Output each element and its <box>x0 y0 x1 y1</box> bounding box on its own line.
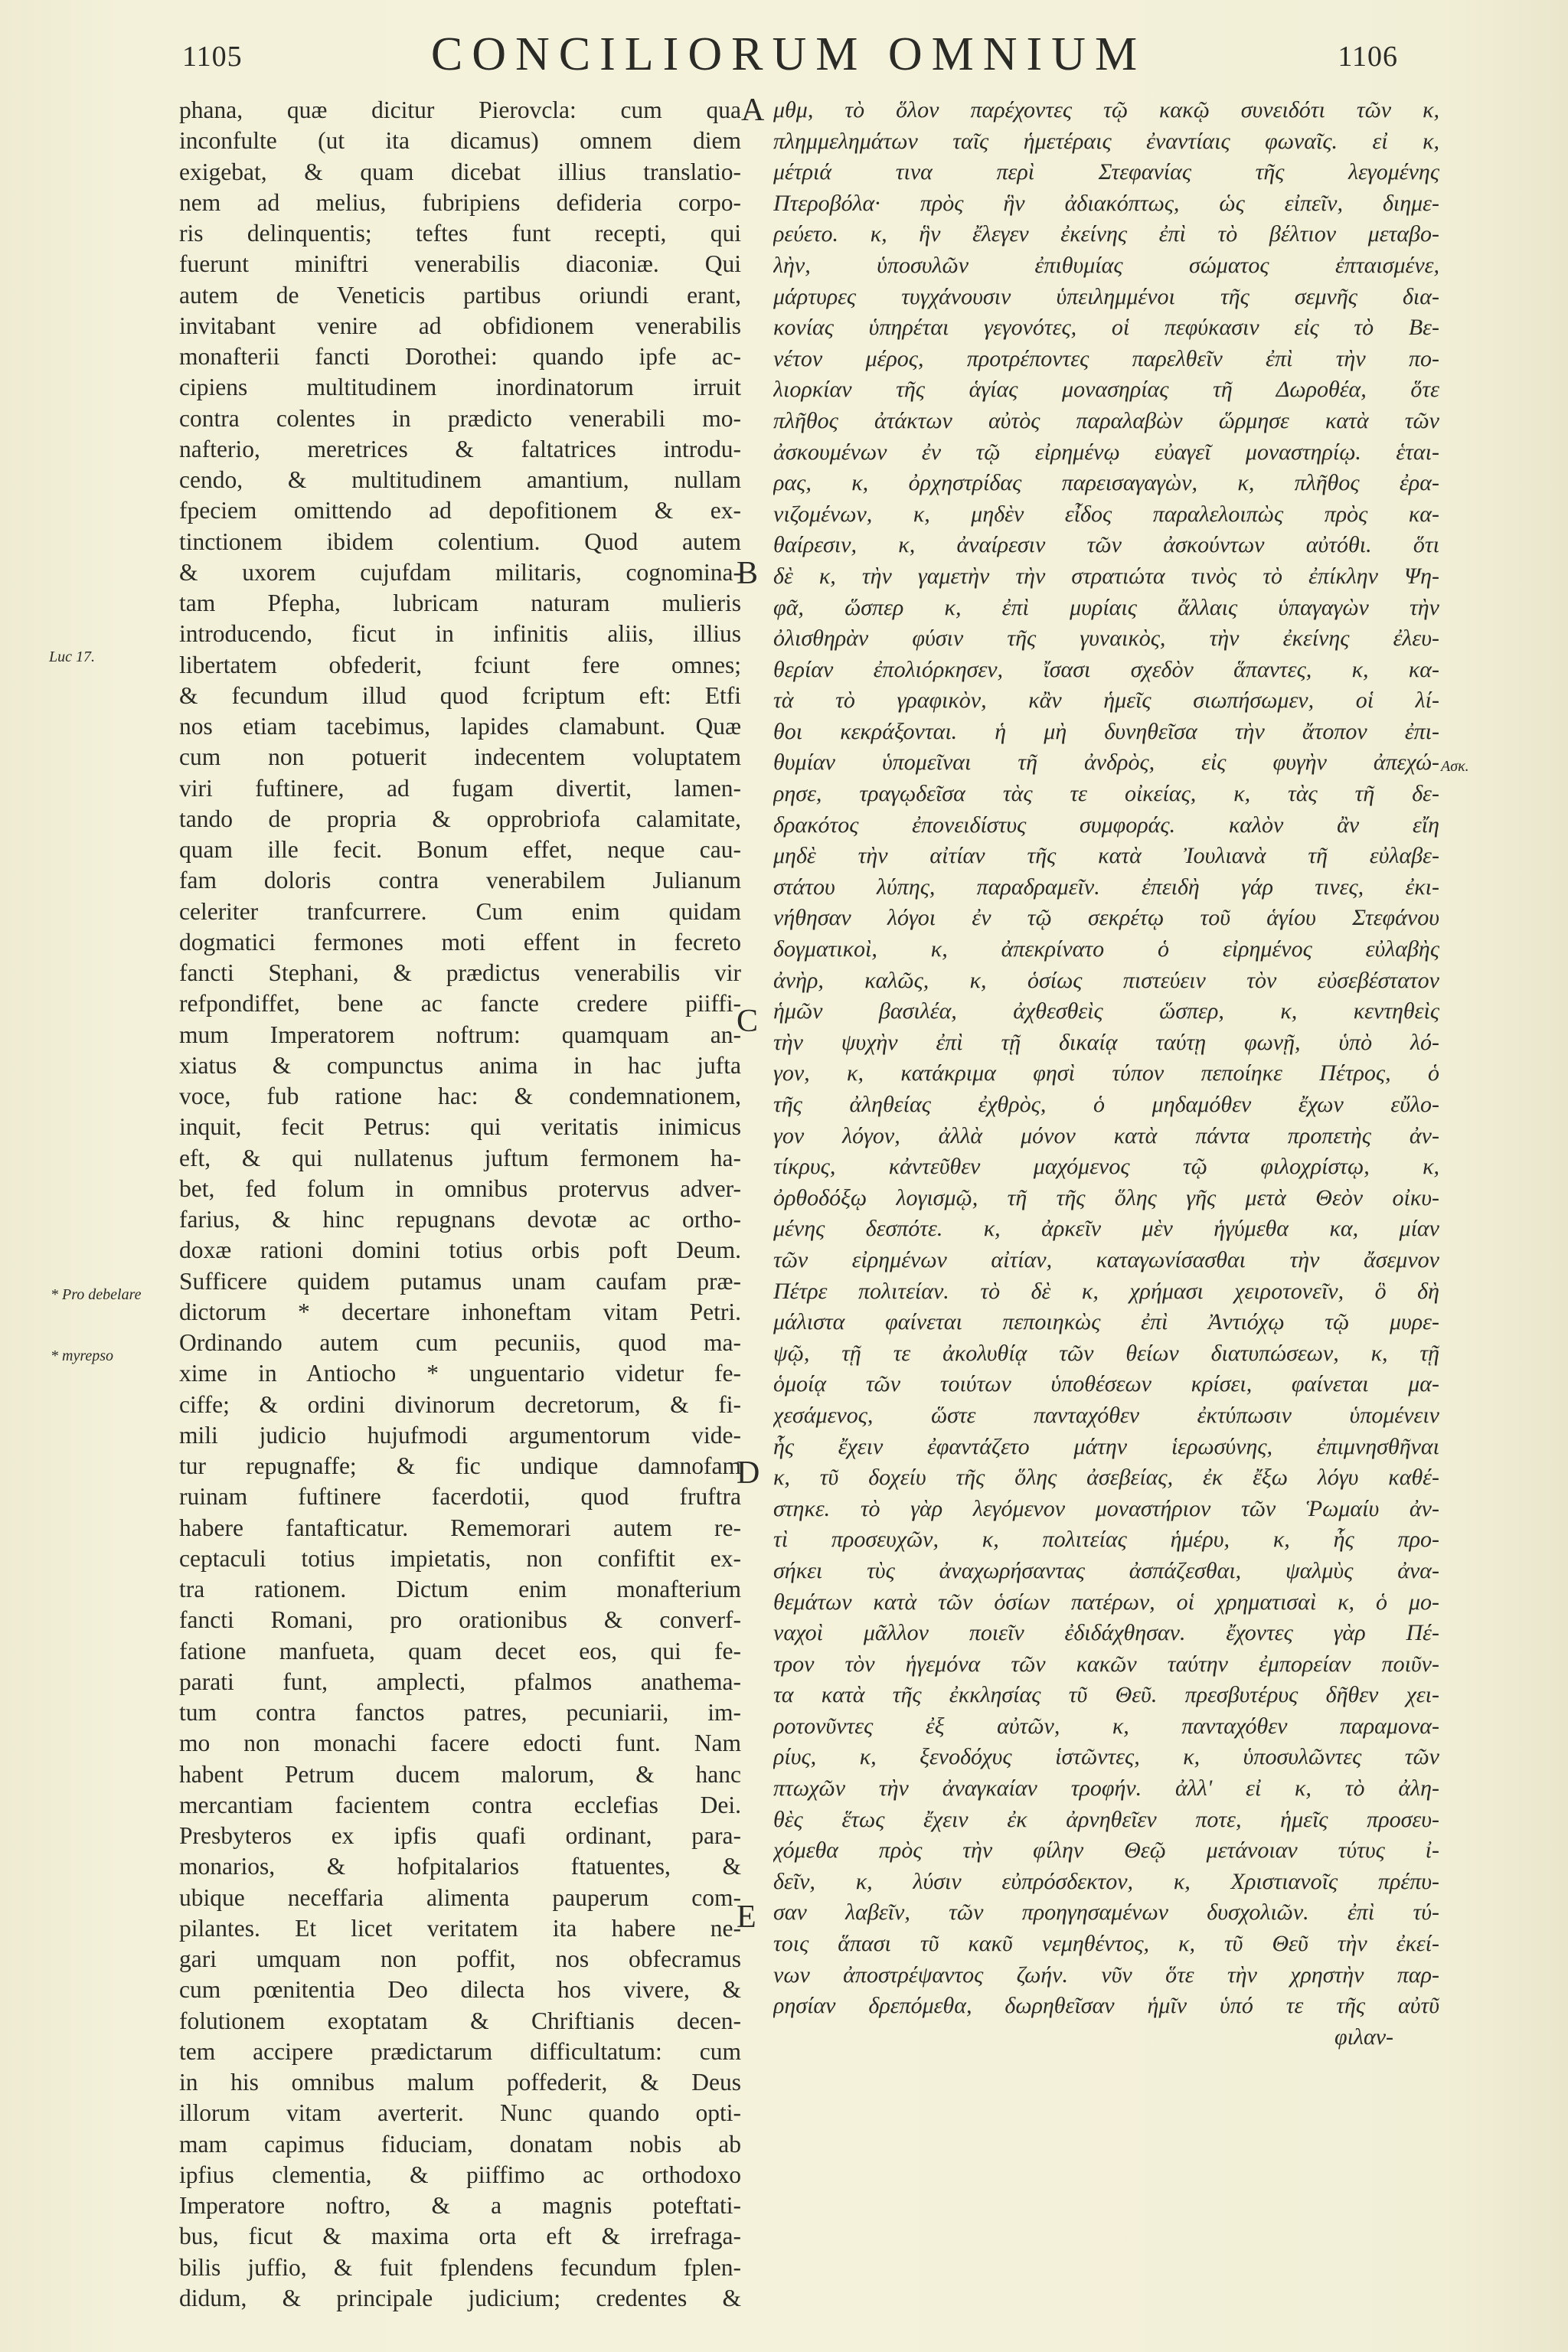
greek-text-line: ἧς ἔχειν ἐφαντάζετο μάτην ἱερωσύνης, ἐπιμνησθῆναι <box>773 1433 1439 1459</box>
latin-text-line: bus, ficut & maxima orta eft & irrefraga- <box>179 2223 741 2250</box>
greek-text-line: λιορκίαν τῆς ἁγίας μονασηρίας τῆ Δωροθέα, ὅτε <box>773 377 1439 403</box>
latin-text-line: farius, & hinc repugnans devotæ ac ortho- <box>179 1206 741 1233</box>
latin-text-line: inquit, fecit Petrus: qui veritatis inimicus <box>179 1113 741 1141</box>
latin-text-line: cum pœnitentia Deo dilecta hos vivere, & <box>179 1976 741 2004</box>
latin-text-line: pilantes. Et licet veritatem ita habere ne- <box>179 1914 741 1942</box>
section-letter-d: D <box>737 1455 760 1491</box>
latin-text-line: Ordinando autem cum pecuniis, quod ma- <box>179 1329 741 1356</box>
greek-text-line: χεσάμενος, ὥστε πανταχόθεν ἐκτύπωσιν ὑπομένειν <box>773 1402 1439 1428</box>
greek-text-line: δὲ κ, τὴν γαμετὴν τὴν στρατιώτα τινὸς τὸ ἐπίκλην Ψη- <box>773 563 1439 589</box>
latin-text-line: cipiens multitudinem inordinatorum irruit <box>179 374 741 401</box>
greek-text-line: ρησίαν δρεπόμεθα, δωρηθεῖσαν ἡμῖν ὑπό τε τῆς αὐτῦ <box>773 1993 1439 2019</box>
latin-text-line: mo non monachi facere edocti funt. Nam <box>179 1730 741 1757</box>
margin-note-prodebelare: * Pro debelare <box>51 1286 142 1303</box>
greek-text-line: φᾶ, ὥσπερ κ, ἐπὶ μυρίαις ἄλλαις ὑπαγαγὼν τὴν <box>773 594 1439 620</box>
greek-text-line: ἀνὴρ, καλῶς, κ, ὁσίως πιστεύειν τὸν εὐσεβέστατον <box>773 967 1439 993</box>
greek-text-line: γον λόγον, ἀλλὰ μόνον κατὰ πάντα προπετὴς ἀν- <box>773 1122 1439 1148</box>
greek-text-line: Πέτρε πολιτείαν. τὸ δὲ κ, χρήμασι χειροτονεῖν, ὃ δὴ <box>773 1278 1439 1304</box>
greek-text-line: τὶ προσευχῶν, κ, πολιτείας ἡμέρυ, κ, ἧς προ- <box>773 1527 1439 1553</box>
greek-text-line: κονίας ὑπηρέται γεγονότες, οἱ πεφύκασιν εἰς τὸ Βε- <box>773 315 1439 341</box>
latin-text-line: ubique neceffaria alimenta pauperum com- <box>179 1883 741 1911</box>
section-letter-e: E <box>737 1900 756 1935</box>
greek-text-line: πλῆθος ἀτάκτων αὐτὸς παραλαβὼν ὥρμησε κατὰ τῶν <box>773 407 1439 433</box>
greek-text-line: ὀρθοδόξῳ λογισμῷ, τῆ τῆς ὅλης γῆς μετὰ Θεὸν οἰκυ- <box>773 1184 1439 1210</box>
latin-text-line: mam capimus fiduciam, donatam nobis ab <box>179 2130 741 2158</box>
latin-text-line: nem ad melius, fubripiens defideria corpo- <box>179 188 741 216</box>
latin-text-line: & uxorem cujufdam militaris, cognomina- <box>179 558 741 586</box>
latin-text-line: ruinam fuftinere facerdotii, quod fruftra <box>179 1483 741 1511</box>
latin-text-line: bilis juffio, & fuit fplendens fecundum fplen- <box>179 2253 741 2281</box>
page-number-right: 1106 <box>1338 41 1398 73</box>
latin-text-line: fpeciem omittendo ad depofitionem & ex- <box>179 497 741 524</box>
latin-text-line: autem de Veneticis partibus oriundi erant, <box>179 281 741 309</box>
greek-text-line: τα κατὰ τῆς ἐκκλησίας τῦ Θεῦ. πρεσβυτέρυς δῆθεν χει- <box>773 1682 1439 1708</box>
greek-text-line: λὴν, ὑποσυλῶν ἐπιθυμίας σώματος ἐπταισμένε, <box>773 252 1439 278</box>
latin-text-line: cendo, & multitudinem amantium, nullam <box>179 466 741 493</box>
latin-text-line: fatione manfueta, quam decet eos, qui fe- <box>179 1637 741 1664</box>
greek-text-line: τοις ἅπασι τῦ κακῦ νεμηθέντος, κ, τῦ Θεῦ τὴν ἐκεί- <box>773 1931 1439 1957</box>
greek-text-line: ρίυς, κ, ξενοδόχυς ἱστῶντες, κ, ὑποσυλῶντες τῶν <box>773 1744 1439 1770</box>
latin-text-line: tra rationem. Dictum enim monafterium <box>179 1576 741 1602</box>
latin-text-line: tam Pfepha, lubricam naturam mulieris <box>179 590 741 616</box>
page-number-left: 1105 <box>182 41 243 73</box>
section-letter-a: A <box>741 93 765 128</box>
latin-text-line: exigebat, & quam dicebat illius translatio- <box>179 158 741 185</box>
greek-text-line: μθμ, τὸ ὅλον παρέχοντες τῷ κακῷ συνειδότι τῶν κ, <box>773 97 1439 122</box>
greek-text-line: θαίρεσιν, κ, ἀναίρεσιν τῶν ἀσκούντων αὐτόθι. ὅτι <box>773 532 1439 558</box>
latin-text-line: mili judicio hujufmodi argumentorum vide- <box>179 1421 741 1449</box>
latin-text-line: dictorum * decertare inhoneftam vitam Petri. <box>179 1298 741 1325</box>
latin-text-line: nos etiam tacebimus, lapides clamabunt. Quæ <box>179 713 741 740</box>
greek-text-line: μηδὲ τὴν αἰτίαν τῆς κατὰ Ἰουλιανὰ τῆ εὐλαβε- <box>773 843 1439 869</box>
latin-text-line: tum contra fanctos patres, pecuniarii, im- <box>179 1699 741 1726</box>
latin-text-line: cum non potuerit indecentem voluptatem <box>179 743 741 771</box>
latin-text-line: nafterio, meretrices & faltatrices introdu- <box>179 435 741 462</box>
greek-column <box>773 95 1439 2053</box>
latin-text-line: folutionem exoptatam & Chriftianis decen- <box>179 2007 741 2034</box>
greek-text-line: θερίαν ἐπολιόρκησεν, ἴσασι σχεδὸν ἅπαντες, κ, κα- <box>773 656 1439 682</box>
greek-text-line: σαν λαβεῖν, τῶν προηγησαμένων δυσχολιῶν. ἐπὶ τύ- <box>773 1900 1439 1926</box>
latin-text-line: viri fuftinere, ad fugam divertit, lamen- <box>179 774 741 802</box>
margin-note-luc: Luc 17. <box>49 648 95 665</box>
greek-text-line: νιζομένων, κ, μηδὲν εἶδος παραλελοιπὼς πρὸς κα- <box>773 501 1439 527</box>
running-title: CONCILIORUM OMNIUM <box>430 28 1147 80</box>
latin-text-line: Sufficere quidem putamus unam caufam præ- <box>179 1267 741 1295</box>
greek-text-line: πτωχῶν τὴν ἀναγκαίαν τροφήν. ἀλλ' εἰ κ, τὸ ἀλη- <box>773 1775 1439 1802</box>
greek-text-line: νων ἀποστρέψαντος ζωήν. νῦν ὅτε τὴν χρηστὴν παρ- <box>773 1962 1439 1988</box>
greek-text-line: σήκει τὺς ἀναχωρήσαντας ἀσπάζεσθαι, ψαλμὺς ἀνα- <box>773 1557 1439 1583</box>
latin-text-line: tinctionem ibidem colentium. Quod autem <box>179 528 741 555</box>
latin-text-line: ipfius clementia, & piiffimo ac orthodoxo <box>179 2161 741 2188</box>
greek-text-line: στηκε. τὸ γὰρ λεγόμενον μοναστήριον τῶν Ῥωμαίυ ἀν- <box>773 1495 1439 1521</box>
greek-text-line: ρεύετο. κ, ἣν ἔλεγεν ἐκείνης ἐπὶ τὸ βέλτιον μεταβο- <box>773 221 1439 247</box>
greek-text-line: ρησε, τραγῳδεῖσα τὰς τε οἰκείας, κ, τὰς τῆ δε- <box>773 781 1439 807</box>
greek-text-line: νέτον μέρος, προτρέποντες παρελθεῖν ἐπὶ τὴν πο- <box>773 345 1439 371</box>
latin-text-line: habent Petrum ducem malorum, & hanc <box>179 1760 741 1788</box>
greek-text-line: πλημμελημάτων ταῖς ἡμετέραις ἐναντίαις φωναῖς. εἰ κ, <box>773 128 1439 154</box>
latin-text-line: ceptaculi totius impietatis, non confiftit ex- <box>179 1544 741 1572</box>
greek-text-line: δρακότος ἐπονειδίστυς συμφοράς. καλὸν ἂν εἴη <box>773 812 1439 838</box>
greek-text-line: τῶν εἰρημένων αἰτίαν, καταγωνίσασθαι τὴν ἄσεμνον <box>773 1246 1439 1272</box>
latin-column <box>179 95 741 2314</box>
latin-text-line: monarios, & hofpitalarios ftatuentes, & <box>179 1853 741 1880</box>
margin-note-asn: Ασκ. <box>1441 758 1469 775</box>
latin-text-line: ciffe; & ordini divinorum decretorum, & fi- <box>179 1390 741 1418</box>
latin-text-line: Presbyteros ex ipfis quafi ordinant, para- <box>179 1822 741 1849</box>
greek-text-line: δογματικοὶ, κ, ἀπεκρίνατο ὁ εἰρημένος εὐλαβὴς <box>773 936 1439 962</box>
latin-text-line: doxæ rationi domini totius orbis poft Deum. <box>179 1236 741 1264</box>
greek-text-line: νήθησαν λόγοι ἐν τῷ σεκρέτῳ τοῦ ἁγίου Στεφάνου <box>773 905 1439 931</box>
greek-text-line: θοι κεκράξονται. ἡ μὴ δυνηθεῖσα τὴν ἄτοπον ἐπι- <box>773 718 1439 744</box>
greek-text-line: θυμίαν ὑπομεῖναι τῆ ἀνδρὸς, εἰς φυγὴν ἀπεχώ- <box>773 750 1439 776</box>
latin-text-line: monafterii fancti Dorothei: quando ipfe ac- <box>179 343 741 370</box>
latin-text-line: didum, & principale judicium; credentes & <box>179 2284 741 2311</box>
greek-text-line: ναχοὶ μᾶλλον ποιεῖν ἐδιδάχθησαν. ἔχοντες γὰρ Πέ- <box>773 1620 1439 1646</box>
latin-text-line: tur repugnaffe; & fic undique damnofam <box>179 1452 741 1479</box>
latin-text-line: dogmatici fermones moti effent in fecreto <box>179 928 741 956</box>
latin-text-line: parati funt, amplecti, pfalmos anathema- <box>179 1668 741 1695</box>
latin-text-line: eft, & qui nullatenus juftum fermonem ha- <box>179 1144 741 1171</box>
latin-text-line: habere fantafticatur. Rememorari autem re- <box>179 1514 741 1541</box>
catchword: φιλαν- <box>1334 2024 1393 2050</box>
greek-text-line: ροτονῦντες ἐξ αὐτῶν, κ, πανταχόθεν παραμονα- <box>773 1713 1439 1739</box>
latin-text-line: mum Imperatorem noftrum: quamquam an- <box>179 1021 741 1048</box>
greek-text-line: κ, τῦ δοχείυ τῆς ὅλης ἀσεβείας, ἐκ ἔξω λόγυ καθέ- <box>773 1465 1439 1491</box>
greek-text-line: μένης δεσπότε. κ, ἀρκεῖν μὲν ἡγύμεθα κα, μίαν <box>773 1216 1439 1242</box>
greek-text-line: στάτου λύπης, παραδραμεῖν. ἐπειδὴ γάρ τινες, ἐκι- <box>773 874 1439 900</box>
latin-text-line: quam ille fecit. Bonum effet, neque cau- <box>179 836 741 863</box>
greek-text-line: τὰ τὸ γραφικὸν, κἂν ἡμεῖς σιωπήσωμεν, οἱ λί- <box>773 688 1439 714</box>
section-letter-b: B <box>737 556 759 591</box>
latin-text-line: in his omnibus malum poffederit, & Deus <box>179 2069 741 2096</box>
latin-text-line: libertatem obfederit, fciunt fere omnes; <box>179 651 741 678</box>
margin-note-myrepso: * myrepso <box>51 1348 114 1364</box>
latin-text-line: inconfulte (ut ita dicamus) omnem diem <box>179 127 741 155</box>
greek-text-line: μάρτυρες τυγχάνουσιν ὑπειλημμένοι τῆς σεμνῆς δια- <box>773 283 1439 309</box>
greek-text-line: θὲς ἕτως ἔχειν ἐκ ἀρνηθεῖεν ποτε, ἡμεῖς προσευ- <box>773 1806 1439 1832</box>
latin-text-line: illorum vitam averterit. Nunc quando opti- <box>179 2099 741 2127</box>
latin-text-line: invitabant venire ad obfidionem venerabilis <box>179 312 741 339</box>
greek-text-line: τὴν ψυχὴν ἐπὶ τῇ δικαίᾳ ταύτῃ φωνῇ, ὑπὸ λό- <box>773 1029 1439 1055</box>
greek-text-line: ἡμῶν βασιλέα, ἀχθεσθεὶς ὥσπερ, κ, κεντηθεὶς <box>773 998 1439 1024</box>
greek-text-line: τίκρυς, κἀντεῦθεν μαχόμενος τῷ φιλοχρίστῳ, κ, <box>773 1154 1439 1180</box>
latin-text-line: Imperatore noftro, & a magnis poteftati- <box>179 2192 741 2219</box>
latin-text-line: contra colentes in prædicto venerabili mo- <box>179 404 741 432</box>
latin-text-line: introducendo, ficut in infinitis aliis, illius <box>179 620 741 648</box>
greek-text-line: ρας, κ, ὀρχηστρίδας παρεισαγαγὼν, κ, πλῆθος ἐρα- <box>773 470 1439 496</box>
greek-text-line: τῆς ἀληθείας ἐχθρὸς, ὁ μηδαμόθεν ἔχων εὔλο- <box>773 1092 1439 1117</box>
latin-text-line: phana, quæ dicitur Pierovcla: cum qua <box>179 96 741 123</box>
greek-text-line: μέτριά τινα περὶ Στεφανίας τῆς λεγομένης <box>773 159 1439 185</box>
greek-text-line: Πτεροβόλα· πρὸς ἣν ἀδιακόπτως, ὡς εἰπεῖν, διημε- <box>773 190 1439 216</box>
latin-text-line: & fecundum illud quod fcriptum eft: Etfi <box>179 681 741 709</box>
greek-text-line: δεῖν, κ, λύσιν εὐπρόσδεκτον, κ, Χριστιανοῖς πρέπυ- <box>773 1868 1439 1894</box>
greek-text-line: ὁμοίᾳ τῶν τοιύτων ὑποθέσεων κρίσει, φαίνεται μα- <box>773 1371 1439 1397</box>
greek-text-line: μάλιστα φαίνεται πεποιηκὼς ἐπὶ Ἀντιόχῳ τῷ μυρε- <box>773 1309 1439 1335</box>
latin-text-line: xime in Antiocho * unguentario videtur fe- <box>179 1360 741 1387</box>
latin-text-line: bet, fed folum in omnibus protervus adver- <box>179 1174 741 1202</box>
latin-text-line: xiatus & compunctus anima in hac jufta <box>179 1051 741 1079</box>
greek-text-line: θεμάτων κατὰ τῶν ὁσίων πατέρων, οἱ χρηματισαὶ κ, ὁ μο- <box>773 1589 1439 1615</box>
latin-text-line: tem accipere prædictarum difficultatum: cum <box>179 2037 741 2065</box>
section-letter-c: C <box>737 1004 759 1039</box>
latin-text-line: tando de propria & opprobriofa calamitate, <box>179 805 741 832</box>
latin-text-line: fam doloris contra venerabilem Julianum <box>179 867 741 894</box>
greek-text-line: ἀσκουμένων ἐν τῷ εἰρημένῳ εὐαγεῖ μοναστηρίῳ. ἑται- <box>773 439 1439 465</box>
latin-text-line: voce, fub ratione hac: & condemnationem, <box>179 1083 741 1109</box>
latin-text-line: fancti Romani, pro orationibus & converf- <box>179 1606 741 1634</box>
greek-text-line: γον, κ, κατάκριμα φησὶ τύπον πεποίηκε Πέτρος, ὁ <box>773 1060 1439 1086</box>
latin-text-line: refpondiffet, bene ac fancte credere piiffi- <box>179 990 741 1018</box>
latin-text-line: gari umquam non poffit, nos obfecramus <box>179 1945 741 1972</box>
latin-text-line: celeriter tranfcurrere. Cum enim quidam <box>179 897 741 925</box>
latin-text-line: ris delinquentis; teftes funt recepti, qui <box>179 220 741 247</box>
greek-text-line: τρον τὸν ἡγεμόνα τῶν κακῶν ταύτην ἐμπορείαν ποιῦν- <box>773 1651 1439 1677</box>
latin-text-line: mercantiam facientem contra ecclefias Dei. <box>179 1791 741 1818</box>
greek-text-line: ψῷ, τῇ τε ἀκολυθίᾳ τῶν θείων διατυπώσεων, κ, τῇ <box>773 1340 1439 1366</box>
greek-text-line: χόμεθα πρὸς τὴν φίλην Θεῷ μετάνοιαν τύτυς ἰ- <box>773 1838 1439 1864</box>
greek-text-line: ὀλισθηρὰν φύσιν τῆς γυναικὸς, τὴν ἐκείνης ἐλευ- <box>773 626 1439 652</box>
latin-text-line: fuerunt miniftri venerabilis diaconiæ. Qui <box>179 250 741 278</box>
latin-text-line: fancti Stephani, & prædictus venerabilis vir <box>179 959 741 986</box>
